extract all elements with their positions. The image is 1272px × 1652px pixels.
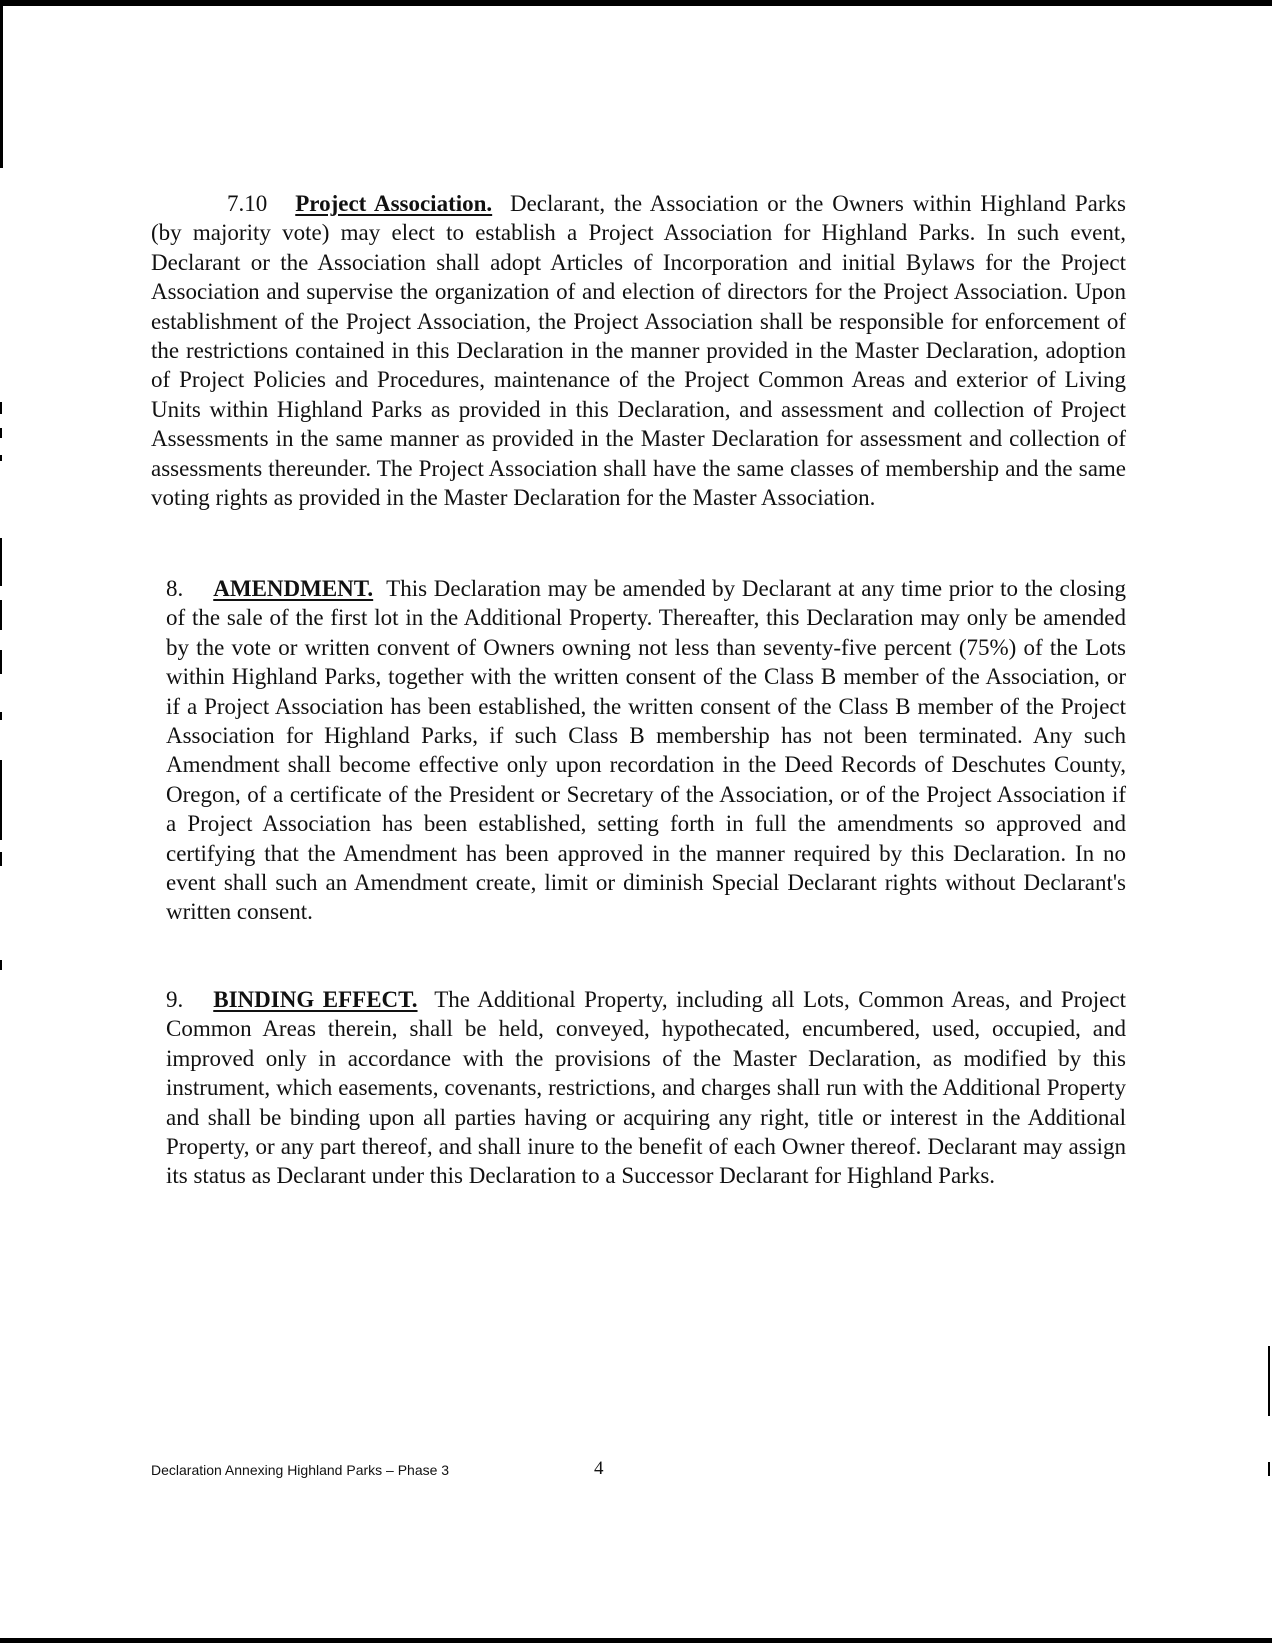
scan-artifact xyxy=(1268,1462,1270,1476)
section-text: This Declaration may be amended by Declarant at any time prior to the closing of the sale of the first lot in the Additional Property. Thereafter, this Declaration may only be amended by the vote or written convent of Owners owning not less than seventy-five percent (75%) of the Lots within Highland Parks, together with the written consent of the Class B member of the Association, or if a Project Association has been established, the written consent of the Class B member of the Project Association for Highland Parks, if such Class B membership has not been terminated. Any such Amendment shall become effective only upon recordation in the Deed Records of Deschutes County, Oregon, of a certificate of the President or Secretary of the Association, or of the Project Association if a Project Association has been established, setting forth in full the amendments so approved and certifying that the Amendment has been approved in the manner required by this Declaration. In no event shall such an Amendment create, limit or diminish Special Declarant rights without Declarant's written consent. xyxy=(166,576,1126,925)
section-text: The Additional Property, including all Lots, Common Areas, and Project Common Areas therein, shall be held, conveyed, hypothecated, encumbered, used, occupied, and improved only in accordance with the provisions of the Master Declaration, as modified by this instrument, which easements, covenants, restrictions, and charges shall run with the Additional Property and shall be binding upon all parties having or acquiring any right, title or interest in the Additional Property, or any part thereof, and shall inure to the benefit of each Owner thereof. Declarant may assign its status as Declarant under this Declaration to a Successor Declarant for Highland Parks. xyxy=(166,987,1126,1189)
scan-artifact xyxy=(1268,1346,1270,1416)
section-8-paragraph xyxy=(166,574,1126,927)
scan-artifact xyxy=(0,428,2,438)
section-text: Declarant, the Association or the Owners within Highland Parks (by majority vote) may elect to establish a Project Association for Highland Parks. In such event, Declarant or the Association shall adopt Articles of Incorporation and initial Bylaws for the Project Association and supervise the organization of and election of directors for the Project Association. Upon establishment of the Project Association, the Project Association shall be responsible for enforcement of the restrictions contained in this Declaration in the manner provided in the Master Declaration, adoption of Project Policies and Procedures, maintenance of the Project Common Areas and exterior of Living Units within Highland Parks as provided in this Declaration, and assessment and collection of Project Assessments in the same manner as provided in the Master Declaration for assessment and collection of assessments thereunder. The Project Association shall have the same classes of membership and the same voting rights as provided in the Master Declaration for the Master Association. xyxy=(151,191,1126,511)
scan-artifact xyxy=(0,600,2,630)
scan-border-bottom xyxy=(0,1638,1272,1643)
page-number: 4 xyxy=(594,1458,604,1479)
scan-border-top xyxy=(0,0,1272,6)
section-number: 9. xyxy=(166,987,184,1012)
section-number: 8. xyxy=(166,576,184,601)
scan-artifact xyxy=(0,960,2,970)
scan-artifact xyxy=(0,852,2,866)
section-number: 7.10 xyxy=(227,191,268,216)
scan-artifact xyxy=(0,650,2,674)
section-heading: BINDING EFFECT. xyxy=(213,987,418,1012)
section-heading: Project Association. xyxy=(295,191,493,216)
scan-artifact xyxy=(0,455,2,461)
scan-border-left xyxy=(0,0,3,168)
footer-title: Declaration Annexing Highland Parks – Phase 3 xyxy=(151,1462,450,1478)
scan-artifact xyxy=(0,760,2,840)
scan-artifact xyxy=(0,402,2,414)
scan-artifact xyxy=(0,538,2,586)
section-9-paragraph xyxy=(166,985,1126,1191)
section-heading: AMENDMENT. xyxy=(213,576,374,601)
scan-artifact xyxy=(0,712,2,720)
section-7-10-paragraph xyxy=(151,189,1126,512)
